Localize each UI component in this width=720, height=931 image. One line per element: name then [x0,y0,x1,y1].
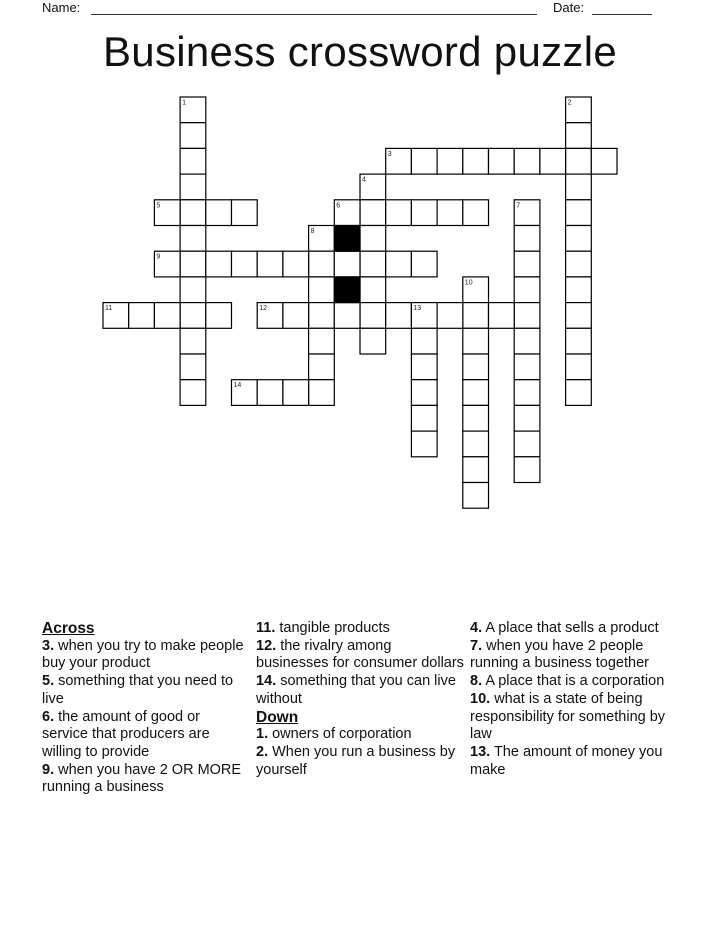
crossword-cell[interactable] [514,277,540,303]
name-label: Name: [42,0,81,15]
clue-number-8: 8 [310,228,315,235]
crossword-cell[interactable] [566,380,592,406]
blocked-cell [334,226,360,252]
crossword-cell[interactable] [360,226,386,252]
clue-number-6: 6 [336,202,341,210]
clue-number-4: 4 [362,176,366,184]
crossword-cell[interactable] [309,380,335,406]
clue-column-1 [42,620,247,797]
down-heading: Down [256,708,299,726]
crossword-cell[interactable] [360,277,386,303]
crossword-cell[interactable] [283,303,309,329]
crossword-cell[interactable] [514,380,540,406]
crossword-cell[interactable] [514,431,540,457]
crossword-cell[interactable] [514,328,540,354]
clue-number-10: 10 [464,279,473,287]
clue-number-11: 11 [105,305,113,313]
crossword-cell[interactable] [180,354,206,380]
clue-across-5: 5. something that you need to live [42,673,234,707]
clue-down-7: 7. when you have 2 people running a business together [470,637,649,672]
crossword-cell[interactable] [463,405,489,431]
clue-number-12: 12 [259,305,267,313]
crossword-cell[interactable] [283,251,309,277]
crossword-cell[interactable] [437,200,463,226]
crossword-cell[interactable] [180,303,206,329]
clue-column-2 [256,620,466,779]
crossword-cell[interactable] [180,148,206,174]
crossword-cell[interactable] [386,303,412,329]
crossword-cell[interactable] [463,380,489,406]
crossword-cell[interactable] [489,303,515,329]
date-label: Date: [553,0,585,15]
crossword-cell[interactable] [232,251,258,277]
crossword-cell[interactable] [180,380,206,406]
crossword-cell[interactable] [180,328,206,354]
crossword-cell[interactable] [309,251,335,277]
crossword-cell[interactable] [411,200,437,226]
clue-number-3: 3 [387,150,392,158]
crossword-cell[interactable] [180,226,206,252]
crossword-cell[interactable] [514,303,540,329]
clue-down-2: 2. When you run a business by yourself [256,743,456,778]
clue-number-1: 1 [182,99,187,107]
crossword-cell[interactable] [386,251,412,277]
crossword-cell[interactable] [411,380,437,406]
clue-down-8: 8. A place that is a corporation [470,673,665,690]
clue-number-14: 14 [233,382,242,390]
clue-column-3 [470,620,685,779]
crossword-cell[interactable] [309,328,335,354]
crossword-cell[interactable] [411,431,437,457]
crossword-cell[interactable] [206,251,232,277]
crossword-cell[interactable] [566,277,592,303]
clue-number-9: 9 [156,253,161,261]
crossword-cell[interactable] [566,354,592,380]
clue-down-1: 1. owners of corporation [256,726,412,743]
crossword-cell[interactable] [334,251,360,277]
clue-across-3: 3. when you try to make people buy your product [42,637,244,672]
crossword-cell[interactable] [334,303,360,329]
crossword-cell[interactable] [463,457,489,483]
crossword-cell[interactable] [283,380,309,406]
crossword-cell[interactable] [411,354,437,380]
crossword-cell[interactable] [566,251,592,277]
clue-across-11: 11. tangible products [256,620,390,636]
crossword-cell[interactable] [566,328,592,354]
crossword-cell[interactable] [566,174,592,200]
clue-number-7: 7 [516,202,521,210]
crossword-cell[interactable] [411,328,437,354]
crossword-cell[interactable] [206,303,232,329]
crossword-cell[interactable] [206,200,232,226]
crossword-cell[interactable] [309,303,335,329]
crossword-cell[interactable] [257,380,283,406]
crossword-cell[interactable] [514,148,540,174]
puzzle-title: Business crossword puzzle [102,28,618,75]
across-heading: Across [42,620,95,637]
crossword-cell[interactable] [463,148,489,174]
crossword-cell[interactable] [411,148,437,174]
crossword-cell[interactable] [180,123,206,149]
crossword-cell[interactable] [514,405,540,431]
crossword-cell[interactable] [180,174,206,200]
blocked-cell [334,277,360,303]
clue-down-10: 10. what is a state of being responsibility for something by law [470,690,666,743]
crossword-cell[interactable] [437,303,463,329]
crossword-cell[interactable] [180,251,206,277]
crossword-cell[interactable] [360,303,386,329]
crossword-cell[interactable] [463,328,489,354]
clue-down-13: 13. The amount of money you make [470,743,663,778]
clue-number-13: 13 [413,305,422,313]
crossword-cell[interactable] [411,405,437,431]
crossword-cell[interactable] [463,354,489,380]
clue-across-14: 14. something that you can live without [256,673,456,707]
clue-number-5: 5 [156,202,161,210]
crossword-cell[interactable] [566,148,592,174]
crossword-cell[interactable] [232,200,258,226]
clue-across-6: 6. the amount of good or service that producers are willing to provide [42,708,210,760]
crossword-cell[interactable] [463,303,489,329]
crossword-cell[interactable] [463,431,489,457]
crossword-cell[interactable] [514,354,540,380]
crossword-cell[interactable] [360,200,386,226]
crossword-cell[interactable] [360,328,386,354]
crossword-cell[interactable] [591,148,617,174]
clue-across-9: 9. when you have 2 OR MORE running a business [42,761,242,796]
crossword-cell[interactable] [566,200,592,226]
crossword-cell[interactable] [154,303,180,329]
crossword-cell[interactable] [180,200,206,226]
crossword-cell[interactable] [309,277,335,303]
crossword-cell[interactable] [257,251,283,277]
crossword-cell[interactable] [411,251,437,277]
crossword-cell[interactable] [514,457,540,483]
crossword-cell[interactable] [514,226,540,252]
crossword-cell[interactable] [566,123,592,149]
crossword-cell[interactable] [566,303,592,329]
crossword-cell[interactable] [386,200,412,226]
crossword-cell[interactable] [566,226,592,252]
crossword-cell[interactable] [309,354,335,380]
crossword-cell[interactable] [463,200,489,226]
crossword-cell[interactable] [514,251,540,277]
crossword-cell[interactable] [463,483,489,509]
crossword-cell[interactable] [489,148,515,174]
crossword-cell[interactable] [180,277,206,303]
clue-number-2: 2 [567,99,572,107]
crossword-cell[interactable] [540,148,566,174]
clue-across-12: 12. the rivalry among businesses for consumer dollars [256,637,464,672]
crossword-cell[interactable] [437,148,463,174]
crossword-cell[interactable] [360,251,386,277]
crossword-cell[interactable] [129,303,155,329]
clue-down-4: 4. A place that sells a product [470,620,659,636]
